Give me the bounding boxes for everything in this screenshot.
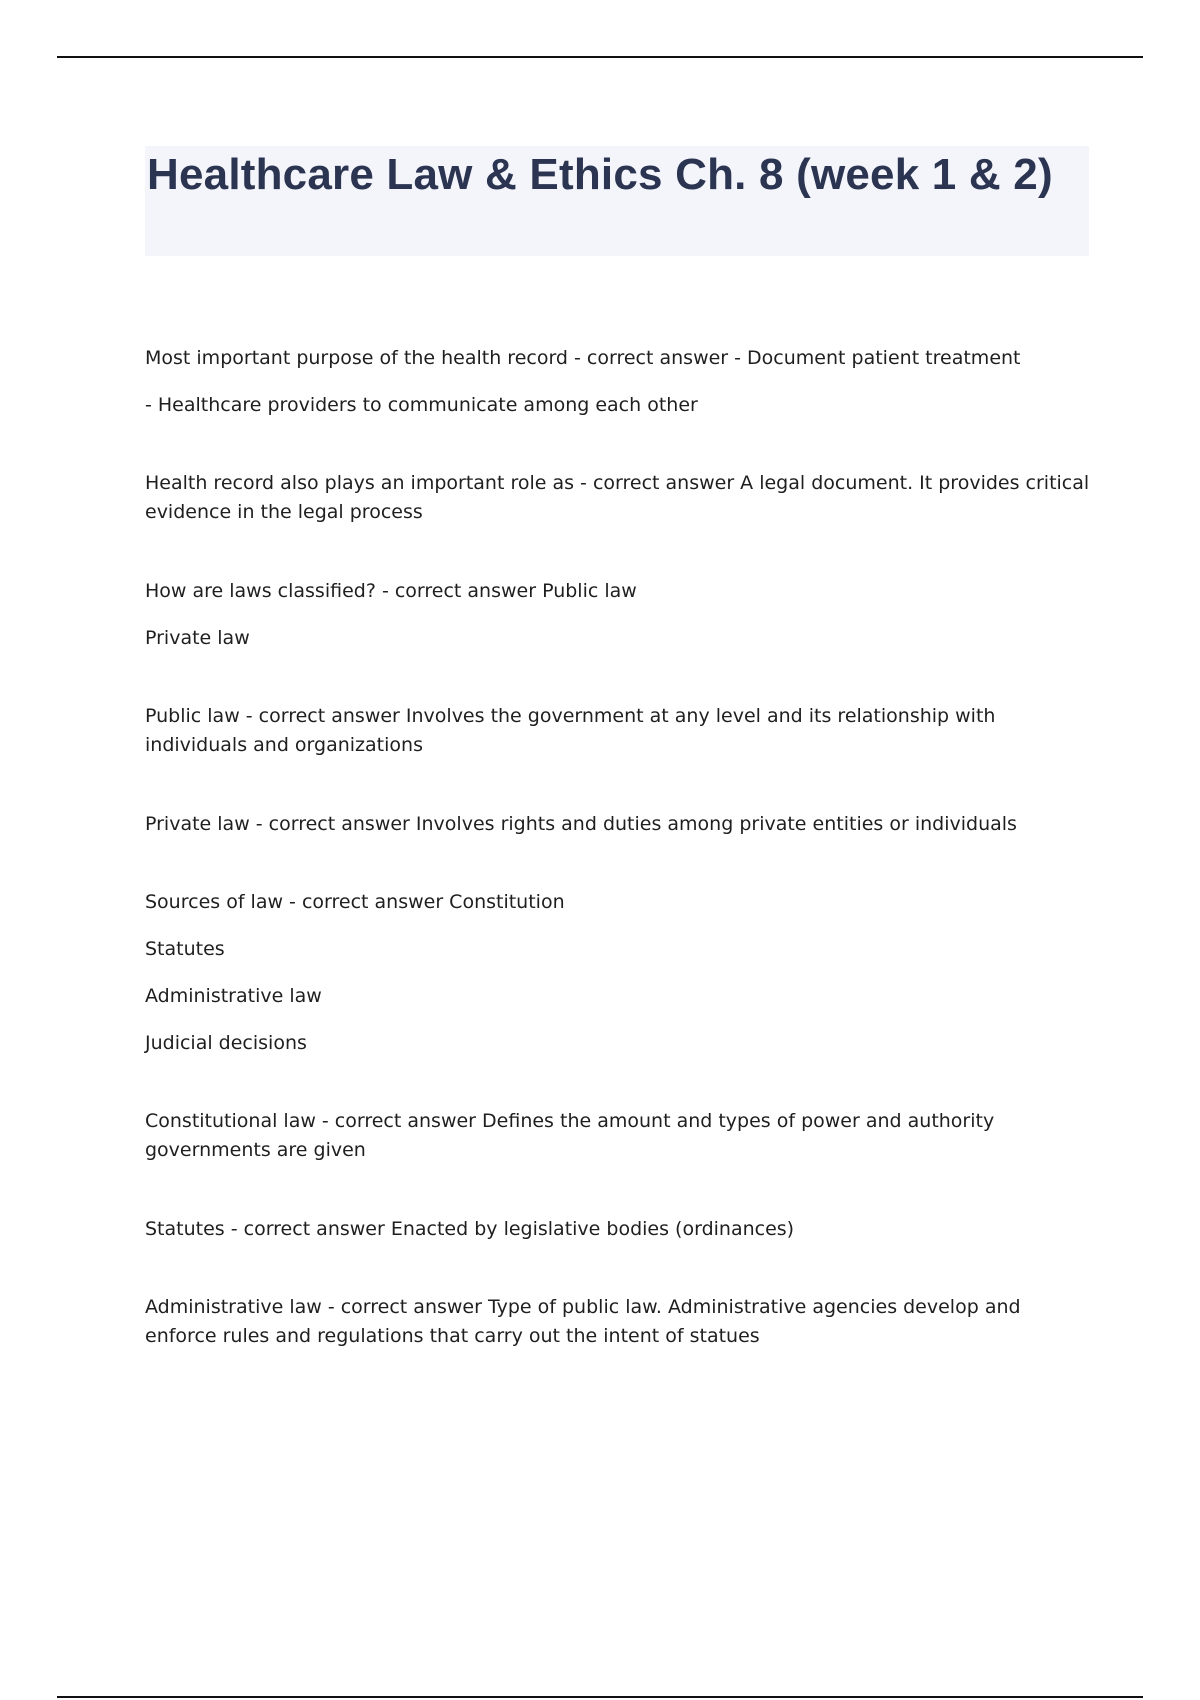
entry-text: Statutes [145,938,225,960]
entry-text: Private law [145,627,250,649]
entry-text: Constitutional law - correct answer Defines the amount and types of power and authority governments are given [145,1110,995,1161]
flashcard-entry [145,1107,1090,1165]
flashcard-entry [145,1293,1090,1351]
title-banner [145,146,1089,256]
flashcard-entry [145,469,1090,527]
entry-text: How are laws classified? - correct answer Public law [145,580,637,602]
entry-text: Most important purpose of the health record - correct answer - Document patient treatment [145,347,1021,369]
flashcard-list [145,344,1090,1401]
bottom-rule [57,1696,1143,1698]
flashcard-entry [145,577,1090,652]
entry-text: Health record also plays an important role as - correct answer A legal document. It provides critical evidence in the legal process [145,472,1090,523]
entry-text: Private law - correct answer Involves rights and duties among private entities or individuals [145,813,1017,835]
top-rule [57,56,1143,58]
entry-text: Public law - correct answer Involves the government at any level and its relationship with individuals and organizations [145,705,996,756]
entry-text: Statutes - correct answer Enacted by legislative bodies (ordinances) [145,1218,795,1240]
flashcard-entry [145,888,1090,1057]
flashcard-entry [145,702,1090,760]
entry-text: - Healthcare providers to communicate among each other [145,394,698,416]
document-title: Healthcare Law & Ethics Ch. 8 (week 1 & 2) [147,150,1053,199]
entry-text: Sources of law - correct answer Constitution [145,891,565,913]
entry-text: Judicial decisions [145,1032,307,1054]
flashcard-entry [145,344,1090,419]
flashcard-entry [145,1215,1090,1243]
flashcard-entry [145,810,1090,838]
entry-text: Administrative law - correct answer Type of public law. Administrative agencies develop and enforce rules and regulations that carry out the intent of statues [145,1296,1021,1347]
entry-text: Administrative law [145,985,322,1007]
